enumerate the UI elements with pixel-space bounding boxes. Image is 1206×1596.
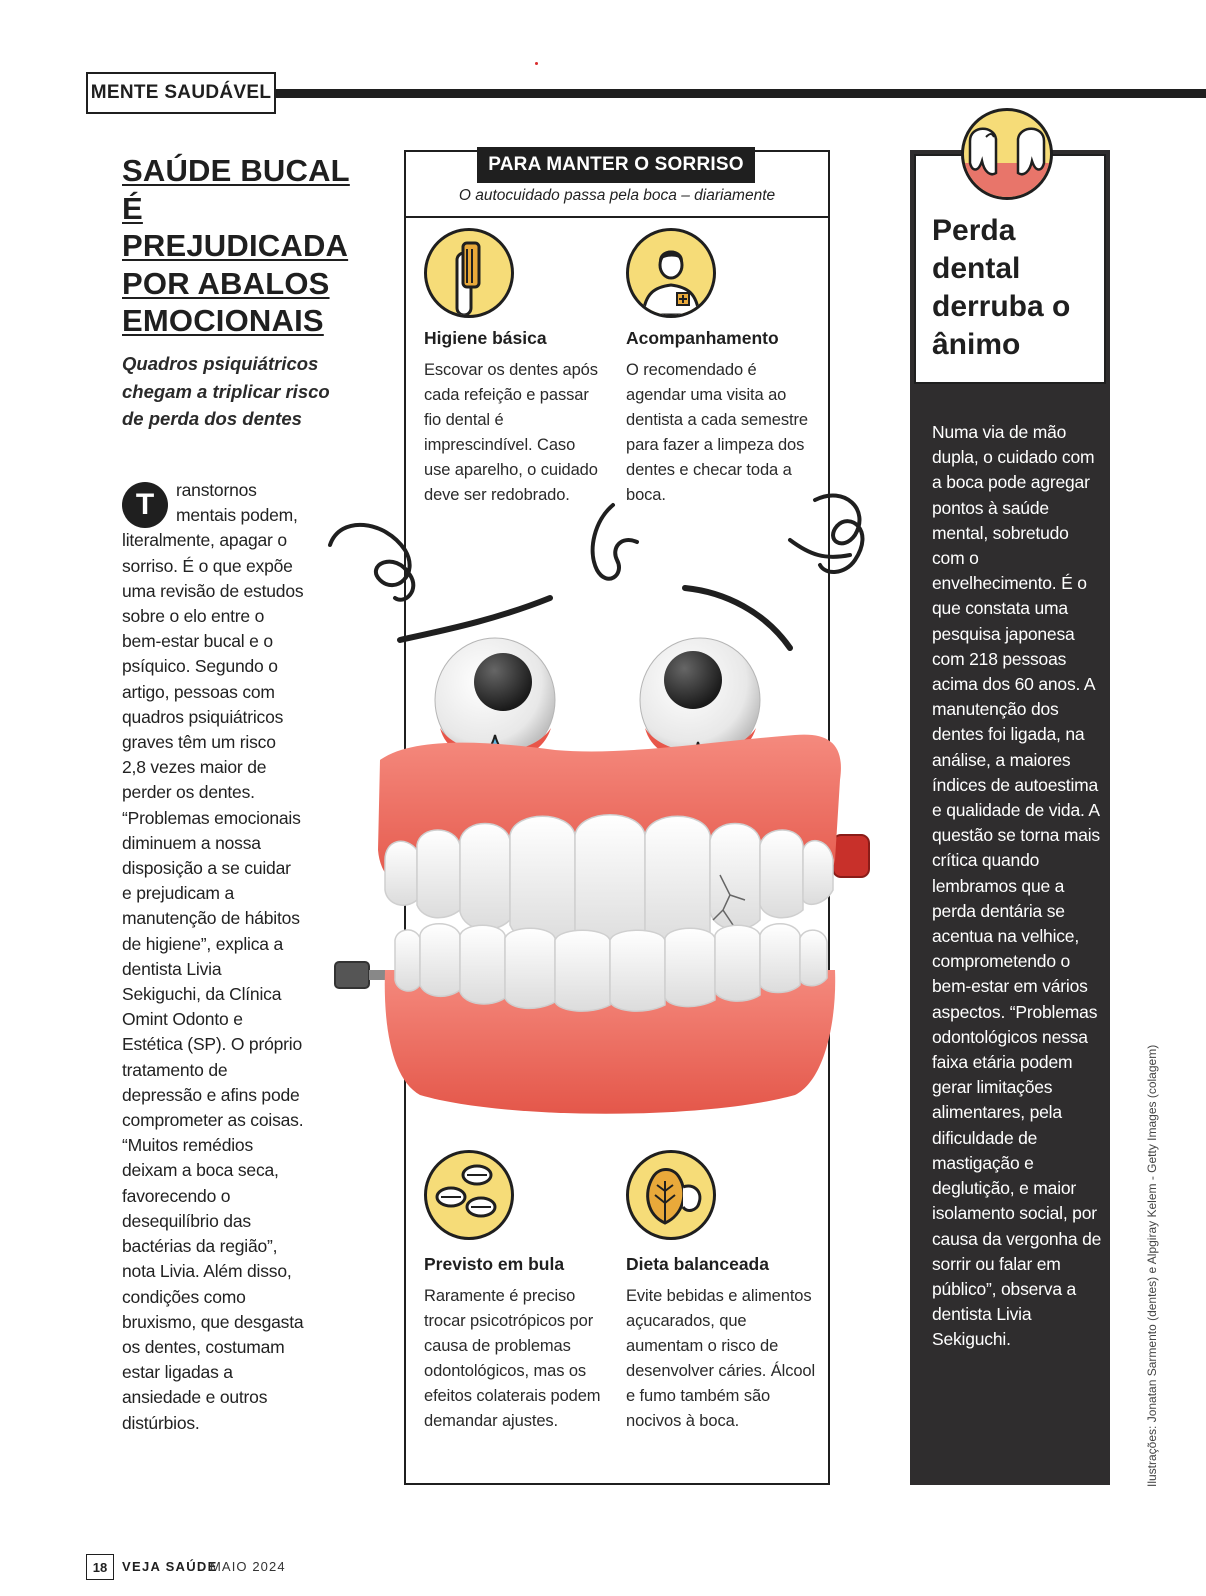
article-subhead: Quadros psiquiátricos chegam a triplicar risco de perda dos dentes	[122, 353, 330, 429]
dentist-icon	[626, 228, 716, 318]
tip-text-higiene: Escovar os dentes após cada refeição e passar fio dental é imprescindível. Caso use aparelho, o cuidado deve ser redobrado.	[424, 361, 598, 504]
worry-squiggle-center	[593, 505, 637, 579]
tip-title-higiene: Higiene básica	[424, 328, 547, 348]
worry-squiggle-right	[815, 495, 862, 571]
drop-cap: T	[122, 482, 168, 528]
tip-text-bula: Raramente é preciso trocar psicotrópicos por causa de problemas odontológicos, mas os efeitos colaterais podem demandar ajustes.	[424, 1287, 601, 1430]
broken-teeth-icon	[961, 108, 1053, 200]
article-headline: SAÚDE BUCAL É PREJUDICADA POR ABALOS EMOCIONAIS	[122, 153, 350, 338]
worry-squiggle-left	[330, 525, 413, 600]
eyebrow-left	[400, 598, 550, 640]
tip-title-acompanhamento: Acompanhamento	[626, 328, 779, 348]
article-body	[122, 478, 304, 1436]
infographic-title: PARA MANTER O SORRISO	[477, 147, 755, 183]
header-rule	[274, 89, 1206, 98]
infographic-subtitle: O autocuidado passa pela boca – diariamente	[458, 187, 776, 204]
infographic-rule	[404, 216, 830, 218]
tip-title-bula: Previsto em bula	[424, 1254, 565, 1274]
pills-icon	[424, 1150, 514, 1240]
illustration-credit: Ilustrações: Jonatan Sarmento (dentes) e Alpgiray Kelem - Getty Images (colagem)	[1145, 1044, 1159, 1487]
tip-title-dieta: Dieta balanceada	[626, 1254, 769, 1274]
print-mark	[535, 62, 538, 65]
sidebar-body: Numa via de mão dupla, o cuidado com a boca pode agregar pontos à saúde mental, sobretudo com o envelhecimento. É o que constata uma pesquisa japonesa com 218 pessoas acima dos 60 anos. A manutenção dos dentes foi ligada, na análise, a maiores índices de autoestima e qualidade de vida. A questão se torna mais crítica quando lembramos que a perda dentária se acentua na velhice, comprometendo o bem-estar em vários aspectos. “Problemas odontológicos nessa faixa etária podem gerar limitações alimentares, pela dificuldade de mastigação e deglutição, e maior isolamento social, por causa da vergonha de sorrir ou falar em público”, observa a dentista Livia Sekiguchi.	[932, 422, 1102, 1350]
sad-teeth-illustration	[325, 480, 905, 1140]
publication-name: VEJA SAÚDE	[122, 1559, 218, 1574]
page-number: 18	[86, 1554, 114, 1580]
section-tag: MENTE SAUDÁVEL	[86, 72, 276, 114]
sidebar-headline: Perda dental derruba o ânimo	[932, 214, 1071, 361]
tip-text-acompanhamento: O recomendado é agendar uma visita ao dentista a cada semestre para fazer a limpeza dos dentes e checar toda a boca.	[626, 361, 808, 504]
article-body-text: ranstornos mentais podem, literalmente, apagar o sorriso. É o que expõe uma revisão de estudos sobre o elo entre o bem-estar bucal e o psíquico. Segundo o artigo, pessoas com quadros psiquiátricos graves têm um risco 2,8 vezes maior de perder os dentes. “Problemas emocionais diminuem a nossa disposição a se cuidar e prejudicam a manutenção de hábitos de higiene”, explica a dentista Livia Sekiguchi, da Clínica Omint Odonto e Estética (SP). O próprio tratamento de depressão e afins pode comprometer as coisas. “Muitos remédios deixam a boca seca, favorecendo o desequilíbrio das bactérias da região”, nota Livia. Além disso, condições como bruxismo, que desgasta os dentes, costumam estar ligadas a ansiedade e outros distúrbios.	[122, 480, 304, 1433]
toothbrush-icon	[424, 228, 514, 318]
issue-date: MAIO 2024	[210, 1559, 286, 1574]
vegetables-icon	[626, 1150, 716, 1240]
tip-text-dieta: Evite bebidas e alimentos açucarados, que aumentam o risco de desenvolver cáries. Álcool e fumo também são nocivos à boca.	[626, 1287, 816, 1430]
